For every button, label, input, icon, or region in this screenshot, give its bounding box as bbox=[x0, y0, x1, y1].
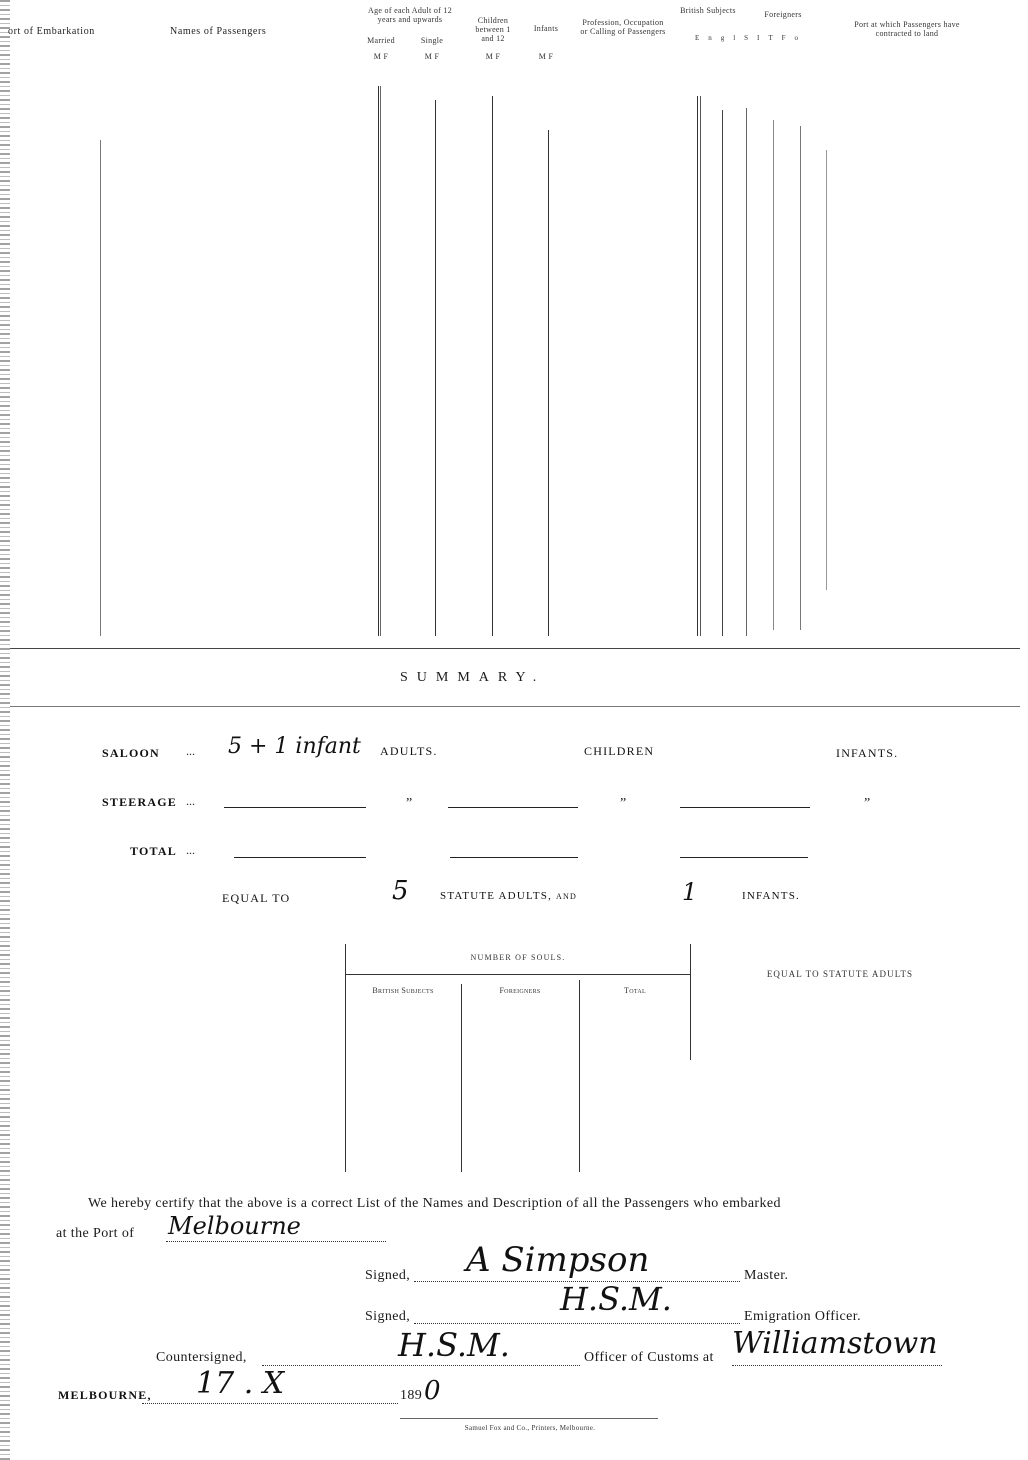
printer-credit: Samuel Fox and Co., Printers, Melbourne. bbox=[464, 1424, 596, 1432]
header-nationality-subcols: EnglSITFo bbox=[694, 34, 808, 42]
header-children: Children between 1 and 12 bbox=[475, 16, 511, 43]
header-foreigners: Foreigners bbox=[764, 10, 802, 19]
steerage-infants-blank bbox=[680, 806, 810, 808]
emigration-officer-label: Emigration Officer. bbox=[744, 1309, 861, 1324]
header-married-mf: M F bbox=[373, 52, 389, 61]
year-printed: 189 bbox=[400, 1388, 423, 1403]
certification-port-handwritten: Melbourne bbox=[168, 1212, 301, 1240]
children-label: CHILDREN bbox=[584, 744, 655, 758]
souls-col-total: Total bbox=[624, 986, 646, 995]
saloon-label: SALOON bbox=[102, 746, 160, 760]
countersigned-signature: H.S.M. bbox=[398, 1326, 510, 1364]
master-label: Master. bbox=[744, 1268, 789, 1283]
total-adults-blank bbox=[234, 856, 366, 858]
countersigned-label: Countersigned, bbox=[156, 1350, 247, 1365]
header-single-mf: M F bbox=[424, 52, 440, 61]
steerage-dots: ... bbox=[186, 794, 195, 808]
souls-col-foreigners: Foreigners bbox=[499, 986, 541, 995]
certification-port-prefix: at the Port of bbox=[56, 1226, 135, 1241]
customs-place-handwritten: Williamstown bbox=[732, 1326, 938, 1361]
souls-equal-statute: EQUAL TO STATUTE ADULTS bbox=[766, 969, 914, 979]
statute-adults-handwritten: 5 bbox=[392, 876, 409, 906]
header-profession: Profession, Occupation or Calling of Passengers bbox=[580, 18, 666, 36]
header-infants-mf: M F bbox=[538, 52, 554, 61]
summary-title: SUMMARY. bbox=[400, 670, 546, 685]
total-dots: ... bbox=[186, 843, 195, 857]
souls-col-british: British Subjects bbox=[372, 986, 434, 995]
adults-label: ADULTS. bbox=[380, 744, 438, 758]
year-handwritten: 0 bbox=[424, 1376, 441, 1406]
port-line bbox=[166, 1240, 386, 1242]
steerage-children-blank bbox=[448, 806, 578, 808]
equal-to-label: EQUAL TO bbox=[222, 891, 291, 905]
summary-top-rule bbox=[10, 648, 1020, 649]
infants-handwritten: 1 bbox=[682, 878, 698, 906]
melbourne-label: MELBOURNE, bbox=[58, 1388, 152, 1402]
statute-adults-label: STATUTE ADULTS, and bbox=[440, 890, 577, 902]
steerage-ditto-1: ” bbox=[406, 796, 413, 811]
steerage-ditto-2: ” bbox=[620, 796, 627, 811]
header-british-subjects: British Subjects bbox=[680, 6, 736, 15]
scanned-page-edge bbox=[0, 0, 10, 1460]
date-line bbox=[142, 1402, 398, 1404]
header-port-landed: Port at which Passengers have contracted to land bbox=[854, 20, 960, 38]
emigration-signed-label: Signed, bbox=[365, 1309, 411, 1324]
header-names-passengers: Names of Passengers bbox=[170, 26, 267, 37]
summary-divider-rule bbox=[10, 706, 1020, 707]
master-signature: A Simpson bbox=[466, 1240, 650, 1280]
header-port-embarkation: ort of Embarkation bbox=[8, 26, 95, 37]
total-children-blank bbox=[450, 856, 578, 858]
customs-officer-label: Officer of Customs at bbox=[584, 1350, 714, 1365]
master-signed-label: Signed, bbox=[365, 1268, 411, 1283]
header-age-adults: Age of each Adult of 12 years and upwards bbox=[368, 6, 452, 24]
printer-rule bbox=[400, 1418, 658, 1419]
header-infants: Infants bbox=[533, 24, 559, 33]
customs-place-line bbox=[732, 1364, 942, 1366]
total-label: TOTAL bbox=[130, 844, 177, 858]
header-married: Married bbox=[367, 36, 395, 45]
steerage-ditto-3: ” bbox=[864, 796, 871, 811]
header-children-mf: M F bbox=[485, 52, 501, 61]
saloon-adults-handwritten: 5 + 1 infant bbox=[228, 734, 361, 759]
steerage-label: STEERAGE bbox=[102, 795, 177, 809]
countersigned-line bbox=[262, 1364, 580, 1366]
emigration-signature: H.S.M. bbox=[560, 1280, 672, 1318]
saloon-dots: ... bbox=[186, 744, 195, 758]
souls-title: NUMBER OF SOULS. bbox=[470, 953, 566, 962]
infants-label: INFANTS. bbox=[836, 746, 899, 760]
steerage-adults-blank bbox=[224, 806, 366, 808]
total-infants-blank bbox=[680, 856, 808, 858]
header-single: Single bbox=[420, 36, 444, 45]
date-handwritten: 17 . X bbox=[196, 1366, 285, 1401]
infants-label-2: INFANTS. bbox=[742, 890, 800, 902]
certification-line-1: We hereby certify that the above is a correct List of the Names and Description of all the Passengers who embarked bbox=[88, 1196, 781, 1211]
emigration-signature-line bbox=[414, 1322, 740, 1324]
